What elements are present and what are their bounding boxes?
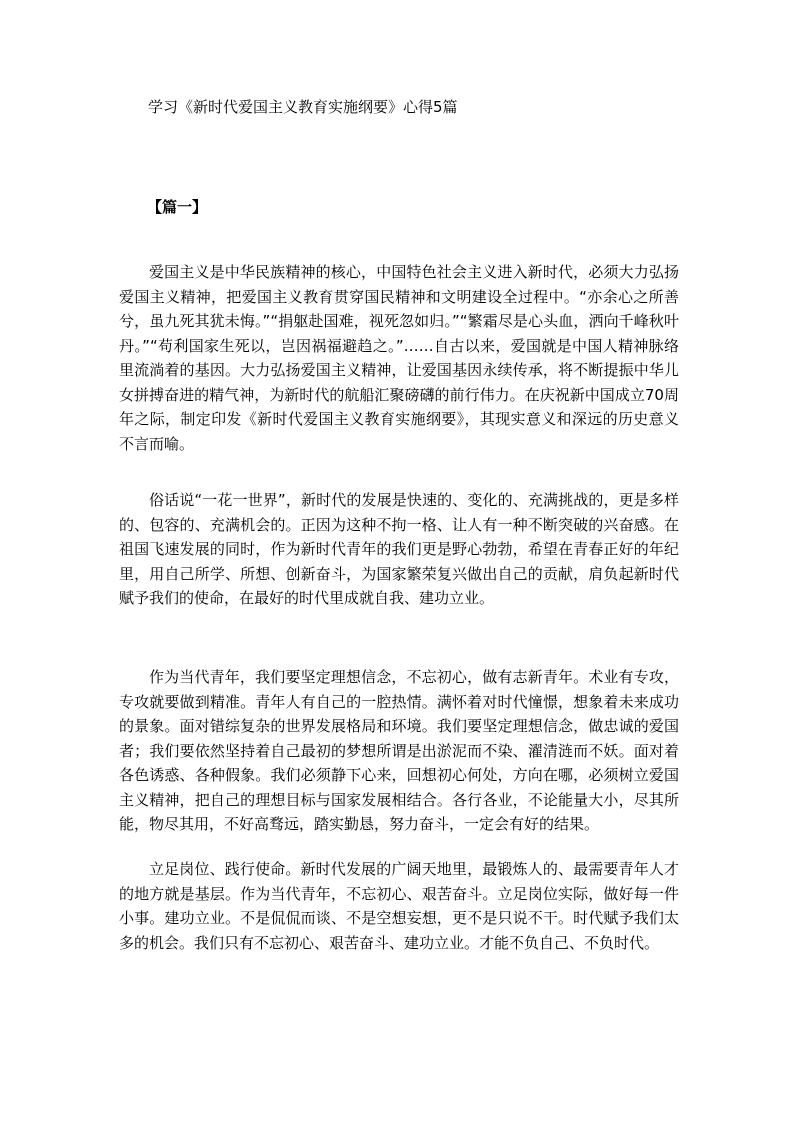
paragraph-1: 爱国主义是中华民族精神的核心，中国特色社会主义进入新时代，必须大力弘扬爱国主义精神，把爱国主义教育贯穿国民精神和文明建设全过程中。“亦余心之所善兮，虽九死其犹未悔。”“捐躯赴国难，视死忽如归。”“繁霜尽是心头血，洒向千峰秋叶丹。”“苟利国家生死以，岂因祸福避趋之。”……自古以来，爱国就是中国人精神脉络里流淌着的基因。大力弘扬爱国主义精神，让爱国基因永续传承，将不断提振中华儿女拼搏奋进的精气神，为新时代的航船汇聚磅礴的前行伟力。在庆祝新中国成立70周年之际，制定印发《新时代爱国主义教育实施纲要》，其现实意义和深远的历史意义不言而喻。 [119,263,679,453]
paragraph-3: 作为当代青年，我们要坚定理想信念，不忘初心，做有志新青年。术业有专攻，专攻就要做到精准。青年人有自己的一腔热情。满怀着对时代憧憬，想象着未来成功的景象。面对错综复杂的世界发展格局和环境。我们要坚定理想信念，做忠诚的爱国者；我们要依然坚持着自己最初的梦想所谓是出淤泥而不染、濯清涟而不妖。面对着各色诱惑、各种假象。我们必须静下心来，回想初心何处，方向在哪，必须树立爱国主义精神，把自己的理想目标与国家发展相结合。各行各业，不论能量大小，尽其所能，物尽其用，不好高骛远，踏实勤恳，努力奋斗，一定会有好的结果。 [119,668,679,833]
document-title: 学习《新时代爱国主义教育实施纲要》心得5篇 [148,98,458,116]
paragraph-4: 立足岗位、践行使命。新时代发展的广阔天地里，最锻炼人的、最需要青年人才的地方就是基层。作为当代青年，不忘初心、艰苦奋斗。立足岗位实际，做好每一件小事。建功立业。不是侃侃而谈、不是空想妄想，更不是只说不干。时代赋予我们太多的机会。我们只有不忘初心、艰苦奋斗、建功立业。才能不负自己、不负时代。 [119,860,679,952]
paragraph-2: 俗话说“一花一世界”，新时代的发展是快速的、变化的、充满挑战的，更是多样的、包容的、充满机会的。正因为这种不拘一格、让人有一种不断突破的兴奋感。在祖国飞速发展的同时，作为新时代青年的我们更是野心勃勃，希望在青春正好的年纪里，用自己所学、所想、创新奋斗，为国家繁荣复兴做出自己的贡献，肩负起新时代赋予我们的使命，在最好的时代里成就自我、建功立业。 [119,491,679,607]
section-heading: 【篇一】 [147,198,208,216]
